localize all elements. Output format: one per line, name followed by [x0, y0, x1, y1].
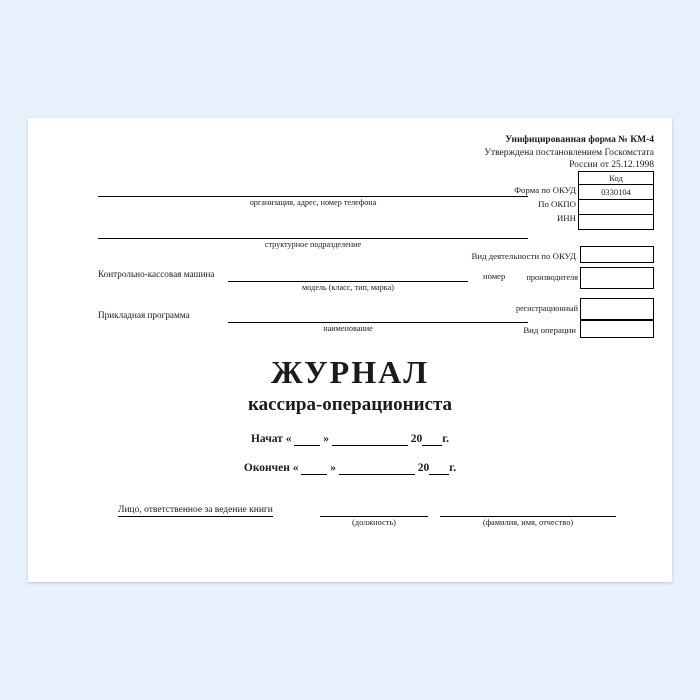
okud-code-value: 0330104 — [579, 185, 653, 200]
start-month-blank — [332, 433, 408, 446]
document-page — [28, 118, 672, 582]
end-prefix: Окончен — [243, 462, 290, 474]
form-number-line: Унифицированная форма № КМ-4 — [505, 135, 654, 145]
organization-rule — [98, 196, 528, 197]
program-label: Прикладная программа — [98, 310, 190, 320]
registration-number-box — [580, 298, 654, 320]
end-year-suffix: г. — [449, 462, 457, 474]
end-year-blank — [429, 462, 449, 475]
end-day-blank — [301, 462, 327, 475]
start-year: 20 — [410, 433, 423, 445]
form-approval-line: Утверждена постановлением Госкомстата — [484, 147, 654, 158]
code-table-title: Код — [579, 172, 653, 185]
name-caption: (фамилия, имя, отчество) — [482, 518, 574, 527]
name-rule — [440, 516, 616, 517]
end-month-blank — [339, 462, 415, 475]
end-date-line — [28, 462, 672, 475]
machine-number-label: номер — [483, 271, 506, 281]
manufacturer-number-box — [580, 267, 654, 289]
start-date-line — [28, 433, 672, 446]
form-approval-date-line: России от 25.12.1998 — [569, 160, 654, 171]
code-table — [578, 171, 654, 230]
okpo-code-value — [579, 200, 653, 215]
operation-type-label: Вид операции — [523, 325, 576, 335]
document-title: ЖУРНАЛ — [270, 354, 430, 390]
program-rule — [228, 322, 528, 323]
machine-caption: модель (класс, тип, марка) — [302, 283, 394, 292]
start-year-suffix: г. — [442, 433, 449, 445]
activity-type-box — [580, 246, 654, 263]
start-day-blank — [294, 433, 320, 446]
okud-label: Форма по ОКУД — [514, 185, 576, 195]
machine-rule — [228, 281, 468, 282]
machine-label: Контрольно-кассовая машина — [98, 269, 215, 279]
inn-label: ИНН — [556, 213, 576, 223]
program-caption: наименование — [323, 324, 373, 333]
end-quote-close: » — [330, 462, 337, 474]
start-quote-open: « — [285, 433, 292, 445]
position-caption: (должность) — [352, 518, 396, 527]
end-quote-open: « — [292, 462, 299, 474]
start-quote-close: » — [323, 433, 329, 445]
okpo-label: По ОКПО — [538, 199, 576, 209]
inn-code-value — [579, 215, 653, 230]
manufacturer-number-label: производителя — [526, 273, 578, 282]
end-year: 20 — [417, 462, 430, 474]
subdivision-caption: структурное подразделение — [264, 240, 362, 249]
position-rule — [320, 516, 428, 517]
form-sheet — [28, 118, 672, 582]
start-year-blank — [422, 433, 442, 446]
responsible-person-label: Лицо, ответственное за ведение книги — [118, 505, 273, 515]
activity-type-label: Вид деятельности по ОКУД — [471, 251, 576, 261]
organization-caption: организация, адрес, номер телефона — [249, 198, 377, 207]
registration-number-label: регистрационный — [515, 304, 578, 313]
start-prefix: Начат — [250, 433, 283, 445]
operation-type-box — [580, 320, 654, 338]
form-header — [484, 134, 654, 172]
subdivision-rule — [98, 238, 528, 239]
document-subtitle: кассира-операциониста — [247, 394, 453, 415]
